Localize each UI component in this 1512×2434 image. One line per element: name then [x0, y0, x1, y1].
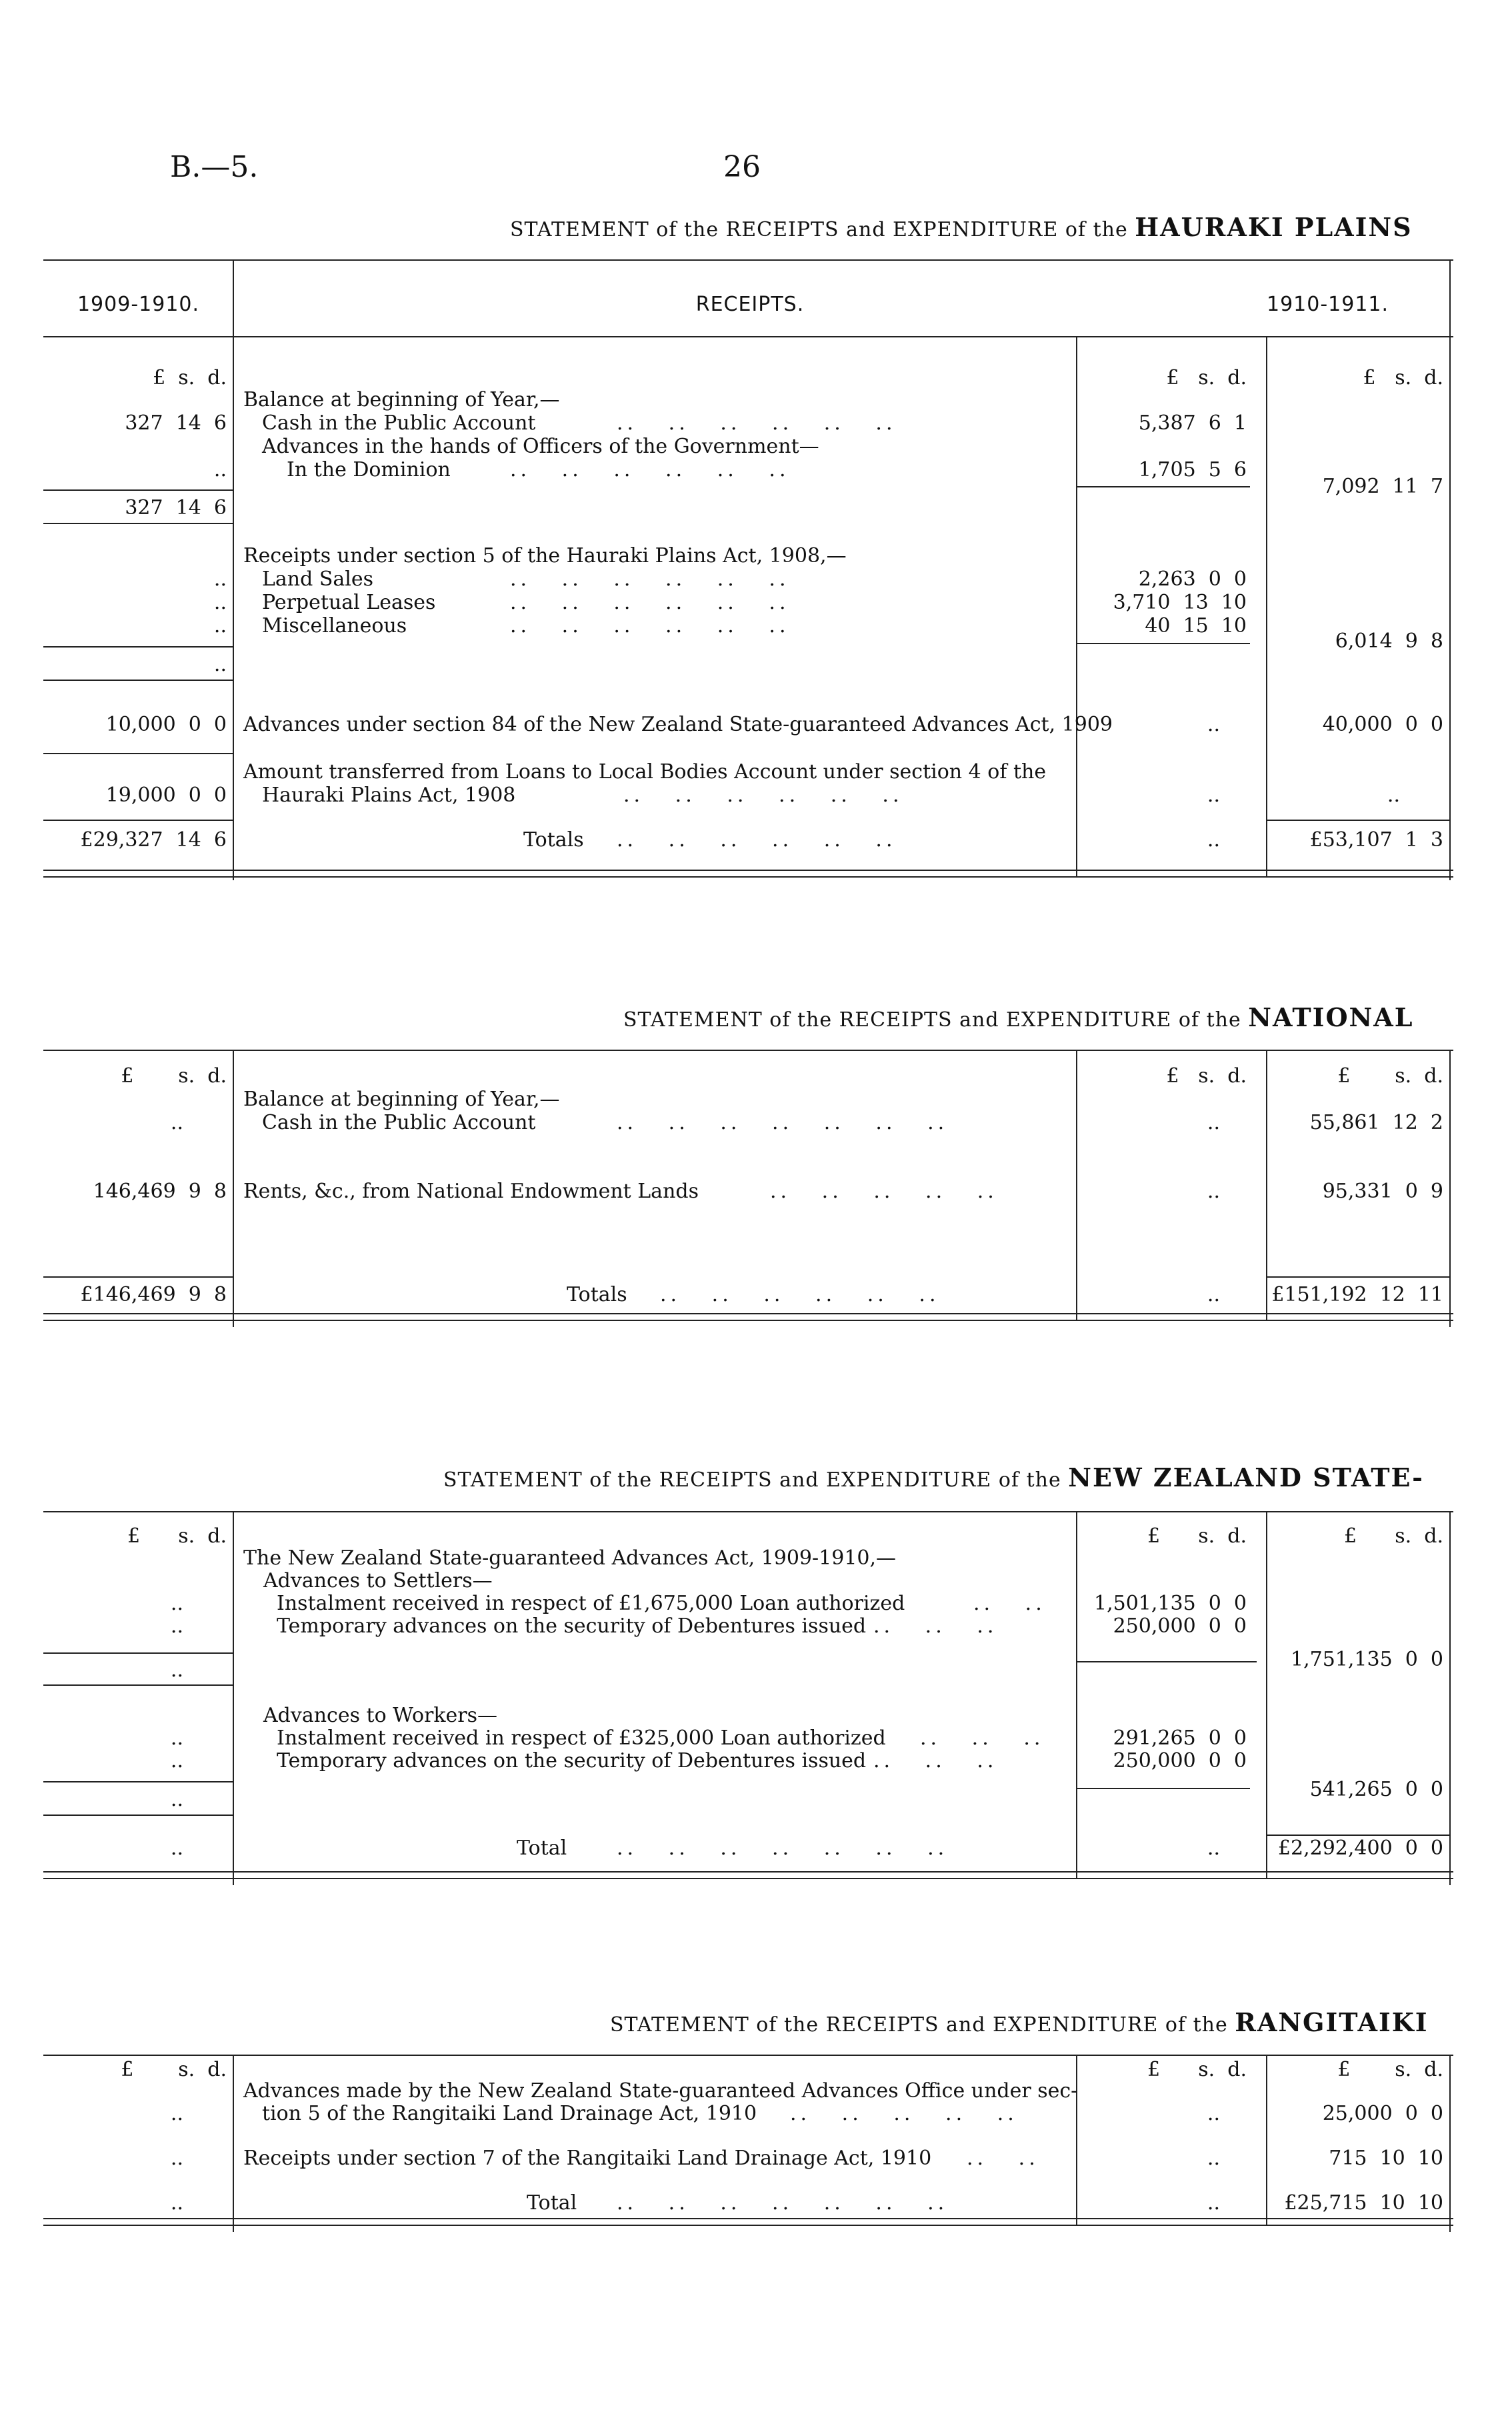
workers-total-prev: ..: [170, 1788, 183, 1811]
national-title: [623, 1002, 1413, 1032]
misc-label: Miscellaneous: [262, 614, 407, 638]
totals-mid: ..: [1207, 1283, 1220, 1306]
rangitaiki-title: [610, 2007, 1429, 2037]
rents-label: Rents, &c., from National Endowment Lands: [243, 1180, 699, 1203]
leader-dots: .. .. ..: [873, 1749, 998, 1772]
units-prev: £ s. d.: [121, 1064, 227, 1088]
national-table: [43, 1047, 1453, 1354]
total-curr: £2,292,400 0 0: [1277, 1837, 1443, 1860]
totals-prev: £146,469 9 8: [80, 1283, 227, 1306]
land-label: Land Sales: [262, 567, 374, 591]
adv84-prev: 10,000 0 0: [105, 713, 227, 736]
settlers-heading: Advances to Settlers—: [263, 1569, 493, 1592]
leader-dots: .. .. .. .. .. ..: [510, 614, 790, 638]
rents-curr: 95,331 0 9: [1322, 1180, 1443, 1203]
adv-prev: ..: [170, 2102, 183, 2125]
transfer-mid: ..: [1207, 784, 1220, 807]
leader-dots: .. .. .. .. .. ..: [510, 591, 790, 614]
totals-label: Totals: [523, 828, 584, 852]
total-mid: ..: [1207, 1837, 1220, 1860]
land-curr: 2,263 0 0: [1138, 567, 1247, 591]
rents-prev: 146,469 9 8: [93, 1180, 227, 1203]
leader-dots: .. .. .. .. ..: [770, 1180, 998, 1203]
units-right: £ s. d.: [1363, 366, 1443, 389]
totals-curr: £53,107 1 3: [1309, 828, 1443, 852]
units-mid: £ s. d.: [1147, 1524, 1247, 1548]
land-prev: ..: [213, 567, 227, 591]
workers-inst-prev: ..: [170, 1726, 183, 1750]
nzstate-title-name: NEW ZEALAND STATE-: [1068, 1462, 1424, 1492]
total-prev: ..: [170, 2191, 183, 2215]
rangitaiki-title-prefix: STATEMENT of the RECEIPTS and EXPENDITURE of the: [610, 2013, 1228, 2037]
leader-dots: .. .. .. .. .. .. ..: [617, 2191, 949, 2215]
national-title-prefix: STATEMENT of the RECEIPTS and EXPENDITURE of the: [623, 1008, 1241, 1032]
totals-label: Totals: [567, 1283, 627, 1306]
national-title-name: NATIONAL: [1248, 1002, 1414, 1032]
transfer-curr: ..: [1387, 784, 1400, 807]
leader-dots: .. .. .. .. .. .. ..: [617, 1111, 949, 1134]
cash-label: Cash in the Public Account: [262, 411, 536, 435]
totals-prev: £29,327 14 6: [80, 828, 227, 852]
units-mid: £ s. d.: [1166, 366, 1247, 389]
settlers-temp-prev: ..: [170, 1614, 183, 1638]
workers-temp-label: Temporary advances on the security of Debentures issued: [277, 1749, 867, 1772]
receipts-curr: 715 10 10: [1329, 2147, 1443, 2170]
workers-inst-mid: 291,265 0 0: [1113, 1726, 1247, 1750]
col-header-receipts: RECEIPTS.: [695, 293, 805, 316]
receipts-total-curr: 6,014 9 8: [1335, 630, 1443, 653]
total-curr: £25,715 10 10: [1284, 2191, 1443, 2215]
hauraki-title: [510, 212, 1413, 242]
adv84-curr: 40,000 0 0: [1322, 713, 1443, 736]
units-mid: £ s. d.: [1147, 2058, 1247, 2081]
units-prev: £ s. d.: [153, 366, 227, 389]
page-reference: B.—5.: [170, 150, 259, 184]
cash-prev: ..: [170, 1111, 183, 1134]
adv-line2: tion 5 of the Rangitaiki Land Drainage Act, 1910: [262, 2102, 757, 2125]
transfer-prev: 19,000 0 0: [105, 784, 227, 807]
dominion-prev: ..: [213, 458, 227, 481]
rangitaiki-title-name: RANGITAIKI: [1235, 2007, 1429, 2037]
leader-dots: .. .. .. .. .. .. ..: [617, 1837, 949, 1860]
transfer-line2: Hauraki Plains Act, 1908: [262, 784, 516, 807]
cash-label: Cash in the Public Account: [262, 1111, 536, 1134]
page-number: 26: [723, 150, 761, 184]
units-right: £ s. d.: [1343, 1524, 1443, 1548]
cash-mid: ..: [1207, 1111, 1220, 1134]
adv-curr: 25,000 0 0: [1322, 2102, 1443, 2125]
total-mid: ..: [1207, 2191, 1220, 2215]
leader-dots: .. ..: [967, 2147, 1039, 2170]
hauraki-title-prefix: STATEMENT of the RECEIPTS and EXPENDITURE of the: [510, 218, 1128, 241]
cash-curr: 55,861 12 2: [1309, 1111, 1443, 1134]
leader-dots: .. .. .. .. .. ..: [510, 458, 790, 481]
receipts-label: Receipts under section 7 of the Rangitaiki Land Drainage Act, 1910: [243, 2147, 932, 2170]
leader-dots: .. .. .. .. .. ..: [617, 411, 897, 435]
receipts-prev: ..: [170, 2147, 183, 2170]
workers-temp-prev: ..: [170, 1749, 183, 1772]
total-label: Total: [527, 2191, 577, 2215]
nzstate-title: [443, 1462, 1424, 1492]
settlers-temp-label: Temporary advances on the security of Debentures issued: [277, 1614, 867, 1638]
rents-mid: ..: [1207, 1180, 1220, 1203]
settlers-temp-mid: 250,000 0 0: [1113, 1614, 1247, 1638]
balance-total-curr: 7,092 11 7: [1322, 475, 1443, 498]
receipts-total-prev: ..: [213, 653, 227, 676]
col-header-prev: 1909-1910.: [77, 293, 200, 316]
workers-total-curr: 541,265 0 0: [1309, 1778, 1443, 1801]
leader-dots: .. .. .. .. .. ..: [510, 567, 790, 591]
totals-curr: £151,192 12 11: [1271, 1283, 1443, 1306]
leases-label: Perpetual Leases: [262, 591, 436, 614]
dominion-label: In the Dominion: [287, 458, 451, 481]
leader-dots: .. .. .. .. .. ..: [617, 828, 897, 852]
transfer-line1: Amount transferred from Loans to Local Bodies Account under section 4 of the: [243, 760, 1047, 784]
workers-heading: Advances to Workers—: [263, 1704, 498, 1727]
misc-prev: ..: [213, 614, 227, 638]
rangitaiki-table: [43, 2052, 1453, 2245]
settlers-inst-mid: 1,501,135 0 0: [1094, 1592, 1247, 1615]
dominion-curr: 1,705 5 6: [1138, 458, 1247, 481]
advances-label: Advances in the hands of Officers of the Government—: [262, 435, 819, 458]
receipts-heading: Receipts under section 5 of the Hauraki Plains Act, 1908,—: [243, 544, 847, 567]
total-prev: ..: [170, 1837, 183, 1860]
leader-dots: .. .. .. .. .. ..: [660, 1283, 940, 1306]
misc-curr: 40 15 10: [1145, 614, 1247, 638]
nzstate-title-prefix: STATEMENT of the RECEIPTS and EXPENDITURE of the: [443, 1468, 1061, 1492]
col-header-curr: 1910-1911.: [1267, 293, 1389, 316]
leader-dots: .. .. ..: [920, 1726, 1045, 1750]
leader-dots: .. ..: [973, 1592, 1046, 1615]
cash-prev: 327 14 6: [125, 411, 227, 435]
totals-mid: ..: [1207, 828, 1220, 852]
cash-curr: 5,387 6 1: [1138, 411, 1247, 435]
act-heading: The New Zealand State-guaranteed Advances Act, 1909-1910,—: [243, 1546, 897, 1570]
hauraki-table: [43, 257, 1453, 890]
adv84-label: Advances under section 84 of the New Zealand State-guaranteed Advances Act, 1909: [243, 713, 1113, 736]
units-right: £ s. d.: [1337, 2058, 1443, 2081]
leases-curr: 3,710 13 10: [1113, 591, 1247, 614]
workers-temp-mid: 250,000 0 0: [1113, 1749, 1247, 1772]
units-prev: £ s. d.: [121, 2058, 227, 2081]
settlers-inst-label: Instalment received in respect of £1,675,000 Loan authorized: [277, 1592, 905, 1615]
balance-heading: Balance at beginning of Year,—: [243, 1088, 560, 1111]
units-mid: £ s. d.: [1166, 1064, 1247, 1088]
total-label: Total: [517, 1837, 567, 1860]
leader-dots: .. .. .. .. .. ..: [623, 784, 903, 807]
settlers-total-curr: 1,751,135 0 0: [1291, 1648, 1443, 1671]
units-prev: £ s. d.: [127, 1524, 227, 1548]
hauraki-title-name: HAURAKI PLAINS: [1135, 212, 1413, 242]
units-right: £ s. d.: [1337, 1064, 1443, 1088]
nzstate-table: [43, 1508, 1453, 1892]
adv84-mid: ..: [1207, 713, 1220, 736]
adv-line1: Advances made by the New Zealand State-guaranteed Advances Office under sec-: [243, 2079, 1078, 2103]
adv-mid: ..: [1207, 2102, 1220, 2125]
leader-dots: .. .. .. .. ..: [790, 2102, 1018, 2125]
leases-prev: ..: [213, 591, 227, 614]
receipts-mid: ..: [1207, 2147, 1220, 2170]
settlers-inst-prev: ..: [170, 1592, 183, 1615]
leader-dots: .. .. ..: [873, 1614, 998, 1638]
balance-heading: Balance at beginning of Year,—: [243, 388, 560, 411]
balance-total-prev: 327 14 6: [125, 496, 227, 519]
settlers-total-prev: ..: [170, 1658, 183, 1682]
workers-inst-label: Instalment received in respect of £325,000 Loan authorized: [277, 1726, 886, 1750]
